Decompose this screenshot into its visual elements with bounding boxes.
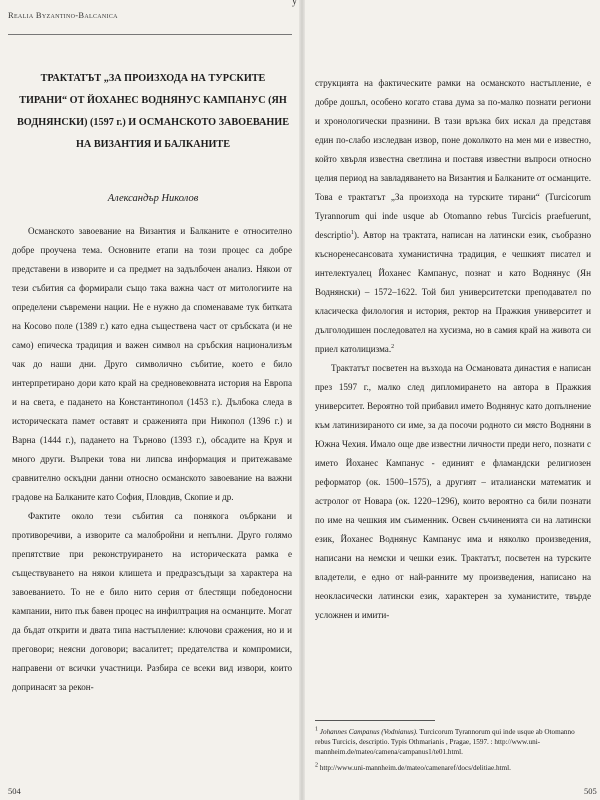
author-name: Александър Николов xyxy=(107,193,199,204)
footnote-text: http://www.uni-mannheim.de/mateo/camenaref/docs/delitiae.html. xyxy=(318,764,511,772)
footnote xyxy=(315,763,591,773)
footnote-author: Johannes Campanus (Vodnianus). xyxy=(319,728,418,736)
left-body-text xyxy=(12,222,292,697)
right-body-text xyxy=(315,74,591,625)
page-number-left: 504 xyxy=(8,786,21,796)
footnote-text: Turcicorum Tyrannorum qui inde usque ab Otomanno rebus Turcicis, descriptio. Typis Othmarianis , Pragae, 1597. : http://www.uni-mannheim.de/mateo/camena/campanus1/te01.html. xyxy=(315,728,575,756)
header-rule xyxy=(8,34,292,35)
paragraph-text: Трактатът посветен на възхода на Османовата династия е написан през 1597 г., малко след дипломирането на автора в Пражкия университет. Вероятно той прибавил името Воднянус като допълнение към латинизираното си име, за да посочи родното си място Водняни в Южна Чехия. Имало още две известни личности преди него, познати с името Йоханес Кампанус - единият е фламандски религиозен реформатор (ок. 1500–1575), а другият – италиански математик и астролог от Новара (ок. 1220–1296), които вероятно са били познати по име на чешкия им съименник. Освен съчиненията си на латински език, Йоханес Воднянус Кампанус има и няколко произведения, написани на немски и чешки език. Трактатът, посветен на турските владетели, е едно от най-ранните му произведения, написано на неокласически латински език, характерен за хуманистите, твърде усложнен и имити- xyxy=(315,363,591,620)
right-page xyxy=(305,0,600,800)
running-head: Realia Byzantino-Balcanica xyxy=(8,10,118,20)
page-number-right: 505 xyxy=(584,786,597,796)
footnote-number: 2 xyxy=(315,762,318,769)
footnote xyxy=(315,727,591,757)
footnotes xyxy=(315,720,591,779)
paragraph-text: ). Автор на трактата, написан на латински език, съобразно късноренесансовата хуманистична традиция, е чешкият писател и интелектуалец Йоханес Кампанус, познат и като Воднянус (Ян Воднянски) – 1572–1622. Той бил университетски преподавател по класическа филология и история, ректор на Пражкия университет и дълголодишен последовател на хусизма, но в самия край на живота си приел католицизма. xyxy=(315,230,591,354)
footnote-number: 1 xyxy=(315,726,318,733)
paragraph xyxy=(315,359,591,625)
paragraph xyxy=(315,74,591,359)
footnote-rule xyxy=(315,720,435,721)
footnote-ref: 2 xyxy=(391,343,395,350)
top-edge-mark: y xyxy=(292,0,297,7)
article-title: ТРАКТАТЪТ „ЗА ПРОИЗХОДА НА ТУРСКИТЕ ТИРАНИ“ ОТ ЙОХАНЕС ВОДНЯНУС КАМПАНУС (ЯН ВОДНЯНСКИ) (1597 г.) И ОСМАНСКОТО ЗАВОЕВАНИЕ НА ВИЗАНТИЯ И БАЛКАНИТЕ xyxy=(16,73,290,150)
paragraph: Османското завоевание на Византия и Балканите е относително добре проучена тема. Основните етапи на този процес са добре представени в изворите и са предмет на задълбочен анализ. Някои от тези събития са формирали също така важна част от митологиите на определени съвремени нации. Не е нужно да споменаваме тук битката на Косово поле (1389 г.) като една съществена част от сръбската (и не само) епическа традиция и важен символ на сръбския национализъм чак до наши дни. Друго символично събитие, което е било интерпретирано дори като край на средновековната история на Европа и на света, е падането на Константинопол (1453 г.). Дълбока следа в историческата памет оставят и сраженията при Никопол (1396 г.) и Варна (1444 г.), падането на Търново (1393 г.), обсадите на Круя и много други. Въпреки това ни липсва информация и притежаваме сравнително оскъдни данни относно османското завоевание на важни градове на Балканите като София, Пловдив, Скопие и др. xyxy=(12,226,292,502)
paragraph-text: струкцията на фактическите рамки на османското настъпление, е добре дошъл, особено когато става дума за по-малко познати региони и хронологически празнини. В тази връзка бих искал да представя един по-слабо изследван извор, поне доколкото на мен ми е известно, който хвърля известна светлина и поставя известни въпроси относно целия период на завладяването на Византия и Балканите от османците. Това е трактатът „За произхода на турските тирани“ (Turcicorum Tyrannorum qui inde usque ab Otomanno rebus Turcicis praefuerunt, descriptio xyxy=(315,78,591,240)
paragraph: Фактите около тези събития са понякога оъбркани и противоречиви, а изворите са малобройни и непълни. Друго голямо препятствие при реконструирането на историческата рамка е съществуването на някои клишета и предразсъдъци за характера на завоеванието. То не е било нито серия от блестящи победоносни кампании, нито пък бавен процес на инфилтрация на османците. Могат да бъдат открити и двата типа настъпление: ключови сражения, но и и преговори; неясни договори; васалитет; предателства и компромиси, направени от всички участници. Разбира се всеки вид извори, които допринасят за рекон- xyxy=(12,511,292,692)
footnote-ref: 1 xyxy=(350,229,354,236)
